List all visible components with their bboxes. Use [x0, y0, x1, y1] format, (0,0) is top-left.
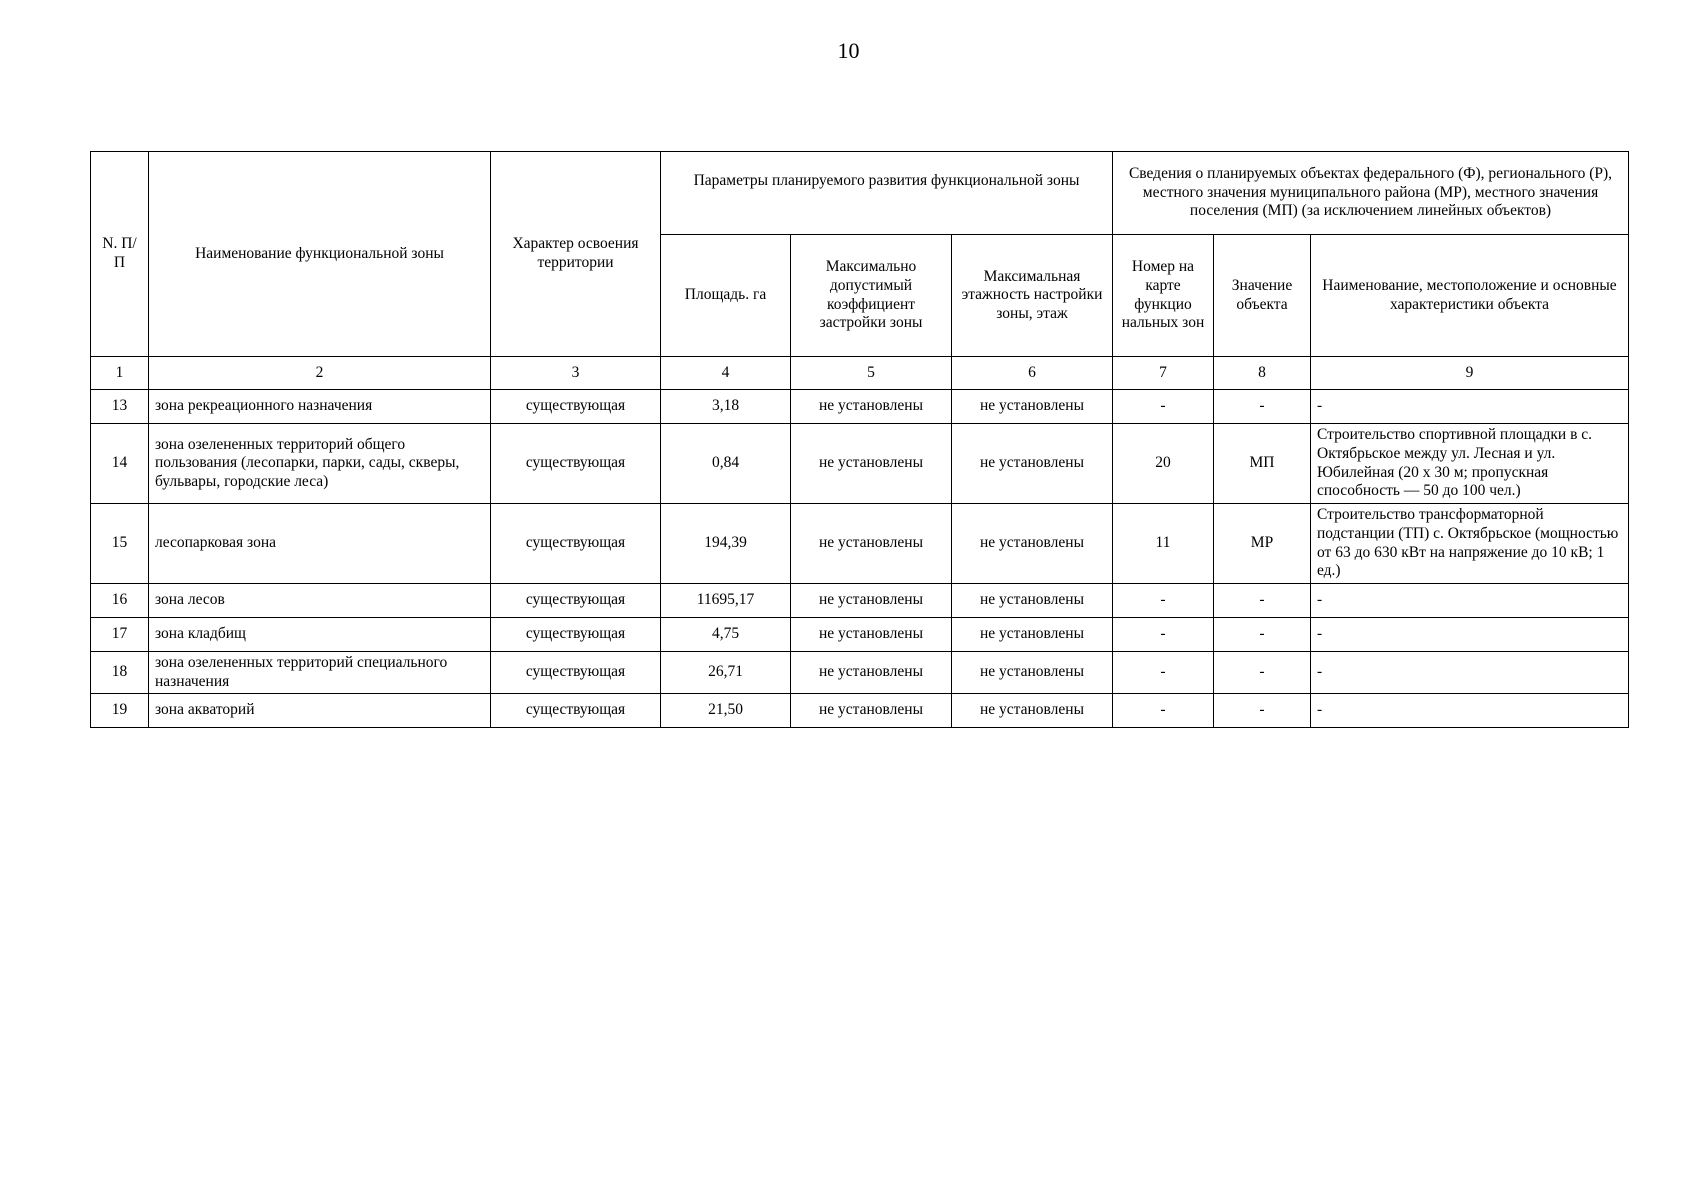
column-number: 3: [491, 357, 661, 390]
zone-coefficient: не установлены: [791, 584, 952, 618]
zone-coefficient: не установлены: [791, 652, 952, 694]
object-description: Строительство спортивной площадки в с. Октябрьское между ул. Лесная и ул. Юбилейная (20 х 30 м; пропускная способность — 50 до 100 чел.): [1311, 424, 1629, 504]
row-number: 13: [91, 390, 149, 424]
column-number: 5: [791, 357, 952, 390]
column-number: 2: [149, 357, 491, 390]
header-map-number: Номер на карте функцио нальных зон: [1113, 235, 1214, 357]
zone-coefficient: не установлены: [791, 424, 952, 504]
zone-coefficient: не установлены: [791, 504, 952, 584]
table-row: [91, 584, 1629, 618]
zone-character: существующая: [491, 424, 661, 504]
header-num: N. П/П: [91, 152, 149, 357]
zone-area: 4,75: [661, 618, 791, 652]
zone-area: 3,18: [661, 390, 791, 424]
header-row-top: [91, 152, 1629, 235]
zone-floors: не установлены: [952, 618, 1113, 652]
zone-area: 21,50: [661, 694, 791, 728]
object-description: -: [1311, 390, 1629, 424]
functional-zones-table: [90, 151, 1629, 728]
object-description: Строительство трансформаторной подстанции (ТП) с. Октябрьское (мощностью от 63 до 630 кВт на напряжение до 10 кВ; 1 ед.): [1311, 504, 1629, 584]
zone-character: существующая: [491, 504, 661, 584]
zone-name: зона акваторий: [149, 694, 491, 728]
row-number: 18: [91, 652, 149, 694]
zone-floors: не установлены: [952, 584, 1113, 618]
row-number: 16: [91, 584, 149, 618]
object-significance: МП: [1214, 424, 1311, 504]
table-row: [91, 652, 1629, 694]
column-number: 9: [1311, 357, 1629, 390]
header-description: Наименование, местоположение и основные характеристики объекта: [1311, 235, 1629, 357]
map-number: -: [1113, 390, 1214, 424]
column-number: 6: [952, 357, 1113, 390]
column-number-row: [91, 357, 1629, 390]
zone-coefficient: не установлены: [791, 618, 952, 652]
column-number: 8: [1214, 357, 1311, 390]
zone-area: 26,71: [661, 652, 791, 694]
table-row: [91, 694, 1629, 728]
object-description: -: [1311, 652, 1629, 694]
header-coefficient: Максимально допустимый коэффициент застройки зоны: [791, 235, 952, 357]
zone-name: зона лесов: [149, 584, 491, 618]
header-significance: Значение объекта: [1214, 235, 1311, 357]
table-row: [91, 424, 1629, 504]
column-number: 1: [91, 357, 149, 390]
header-floors: Максимальная этажность настройки зоны, этаж: [952, 235, 1113, 357]
header-objects-group: Сведения о планируемых объектах федерального (Ф), регионального (Р), местного значения муниципального района (МР), местного значения поселения (МП) (за исключением линейных объектов): [1113, 152, 1629, 235]
zone-name: зона кладбищ: [149, 618, 491, 652]
map-number: -: [1113, 618, 1214, 652]
header-params-group: Параметры планируемого развития функциональной зоны: [661, 152, 1113, 235]
table-row: [91, 390, 1629, 424]
row-number: 19: [91, 694, 149, 728]
row-number: 17: [91, 618, 149, 652]
object-significance: -: [1214, 694, 1311, 728]
zone-area: 0,84: [661, 424, 791, 504]
zone-coefficient: не установлены: [791, 694, 952, 728]
zone-area: 11695,17: [661, 584, 791, 618]
zone-name: зона озелененных территорий общего пользования (лесопарки, парки, сады, скверы, бульвары, городские леса): [149, 424, 491, 504]
header-character: Характер освоения территории: [491, 152, 661, 357]
object-significance: -: [1214, 584, 1311, 618]
zone-floors: не установлены: [952, 390, 1113, 424]
page-number: 10: [837, 38, 860, 63]
row-number: 15: [91, 504, 149, 584]
zone-character: существующая: [491, 618, 661, 652]
zone-name: зона озелененных территорий специального назначения: [149, 652, 491, 694]
map-number: -: [1113, 652, 1214, 694]
zone-character: существующая: [491, 584, 661, 618]
zone-floors: не установлены: [952, 694, 1113, 728]
header-zone-name: Наименование функциональной зоны: [149, 152, 491, 357]
object-significance: -: [1214, 390, 1311, 424]
zone-floors: не установлены: [952, 504, 1113, 584]
object-description: -: [1311, 694, 1629, 728]
object-significance: -: [1214, 652, 1311, 694]
object-significance: МР: [1214, 504, 1311, 584]
header-area: Площадь. га: [661, 235, 791, 357]
table-row: [91, 504, 1629, 584]
column-number: 4: [661, 357, 791, 390]
zone-coefficient: не установлены: [791, 390, 952, 424]
zone-name: зона рекреационного назначения: [149, 390, 491, 424]
object-significance: -: [1214, 618, 1311, 652]
zone-character: существующая: [491, 652, 661, 694]
zone-name: лесопарковая зона: [149, 504, 491, 584]
map-number: -: [1113, 584, 1214, 618]
object-description: -: [1311, 584, 1629, 618]
zone-floors: не установлены: [952, 424, 1113, 504]
column-number: 7: [1113, 357, 1214, 390]
zone-character: существующая: [491, 694, 661, 728]
table-row: [91, 618, 1629, 652]
zone-floors: не установлены: [952, 652, 1113, 694]
object-description: -: [1311, 618, 1629, 652]
map-number: 11: [1113, 504, 1214, 584]
map-number: -: [1113, 694, 1214, 728]
row-number: 14: [91, 424, 149, 504]
zone-character: существующая: [491, 390, 661, 424]
map-number: 20: [1113, 424, 1214, 504]
zone-area: 194,39: [661, 504, 791, 584]
